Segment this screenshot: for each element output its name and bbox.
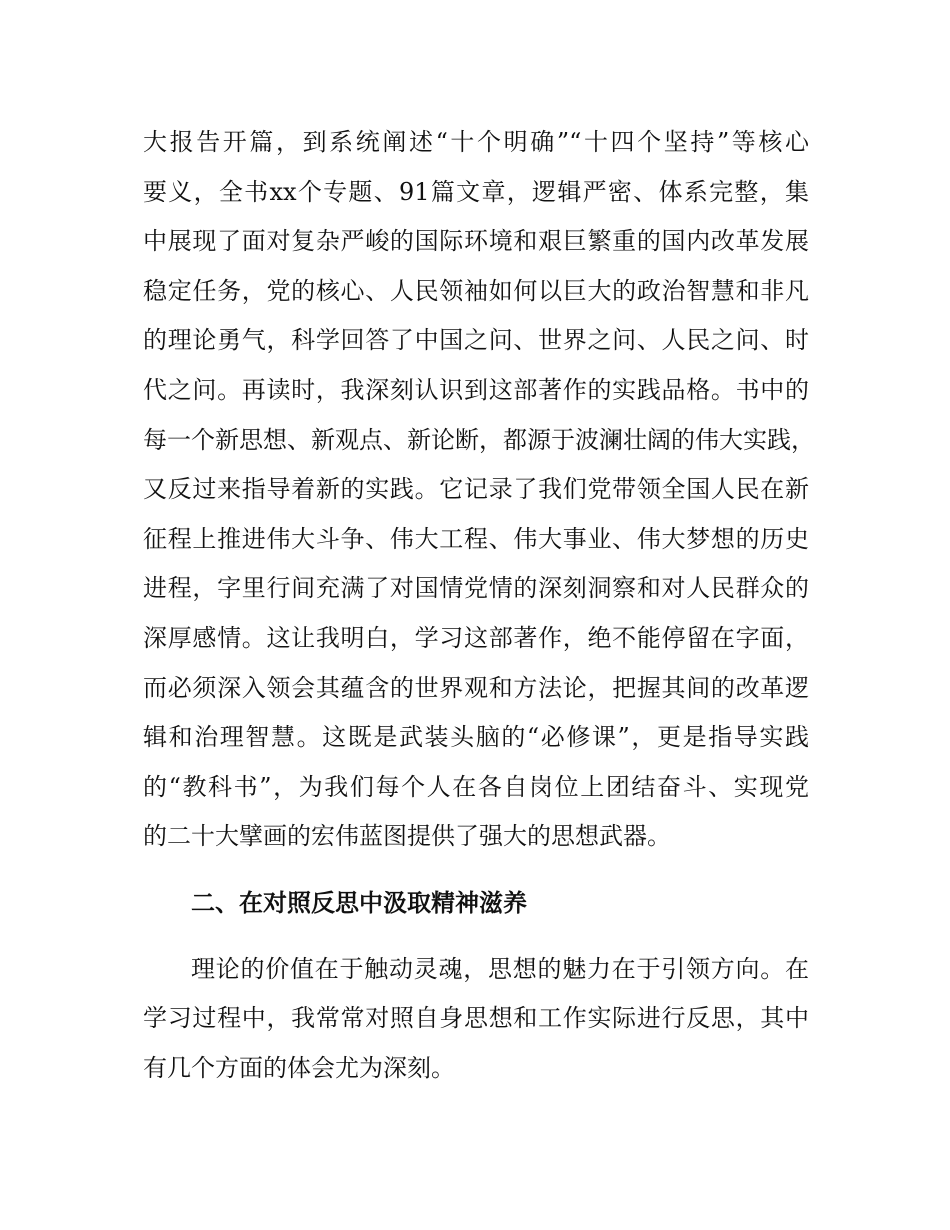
text-line: 有几个方面的体会尤为深刻。	[143, 1053, 455, 1082]
text-line: 征程上推进伟大斗争、伟大工程、伟大事业、伟大梦想的历史	[143, 524, 809, 553]
text-line: 理论的价值在于触动灵魂，思想的魅力在于引领方向。在	[191, 954, 809, 983]
text-line: 大报告开篇，到系统阐述“十个明确”“十四个坚持”等核心	[143, 128, 809, 156]
text-line: 中展现了面对复杂严峻的国际环境和艰巨繁重的国内改革发展	[143, 227, 809, 256]
text-line: 的二十大擘画的宏伟蓝图提供了强大的思想武器。	[143, 822, 671, 851]
text-line: 稳定任务，党的核心、人民领袖如何以巨大的政治智慧和非凡	[143, 276, 809, 305]
paragraph-2	[143, 945, 809, 1094]
text-line: 的理论勇气，科学回答了中国之问、世界之问、人民之问、时	[143, 326, 809, 355]
text-line: 的“教科书”，为我们每个人在各自岗位上团结奋斗、实现党	[143, 772, 809, 801]
text-line: 辑和治理智慧。这既是武装头脑的“必修课”，更是指导实践	[143, 723, 809, 752]
text-line: 学习过程中，我常常对照自身思想和工作实际进行反思，其中	[143, 1004, 809, 1033]
text-line: 又反过来指导着新的实践。它记录了我们党带领全国人民在新	[143, 475, 809, 504]
paragraph-1	[143, 118, 815, 862]
text-line: 进程，字里行间充满了对国情党情的深刻洞察和对人民群众的	[143, 574, 809, 603]
text-line: 代之问。再读时，我深刻认识到这部著作的实践品格。书中的	[143, 375, 809, 404]
text-line: 深厚感情。这让我明白，学习这部著作，绝不能停留在字面，	[143, 623, 809, 652]
text-line: 每一个新思想、新观点、新论断，都源于波澜壮阔的伟大实践，	[143, 425, 815, 454]
text-line: 而必须深入领会其蕴含的世界观和方法论，把握其间的改革逻	[143, 673, 809, 702]
document-page	[143, 118, 815, 1093]
section-heading: 二、在对照反思中汲取精神滋养	[191, 887, 527, 917]
text-line: 要义，全书xx个专题、91篇文章，逻辑严密、体系完整，集	[143, 177, 809, 206]
